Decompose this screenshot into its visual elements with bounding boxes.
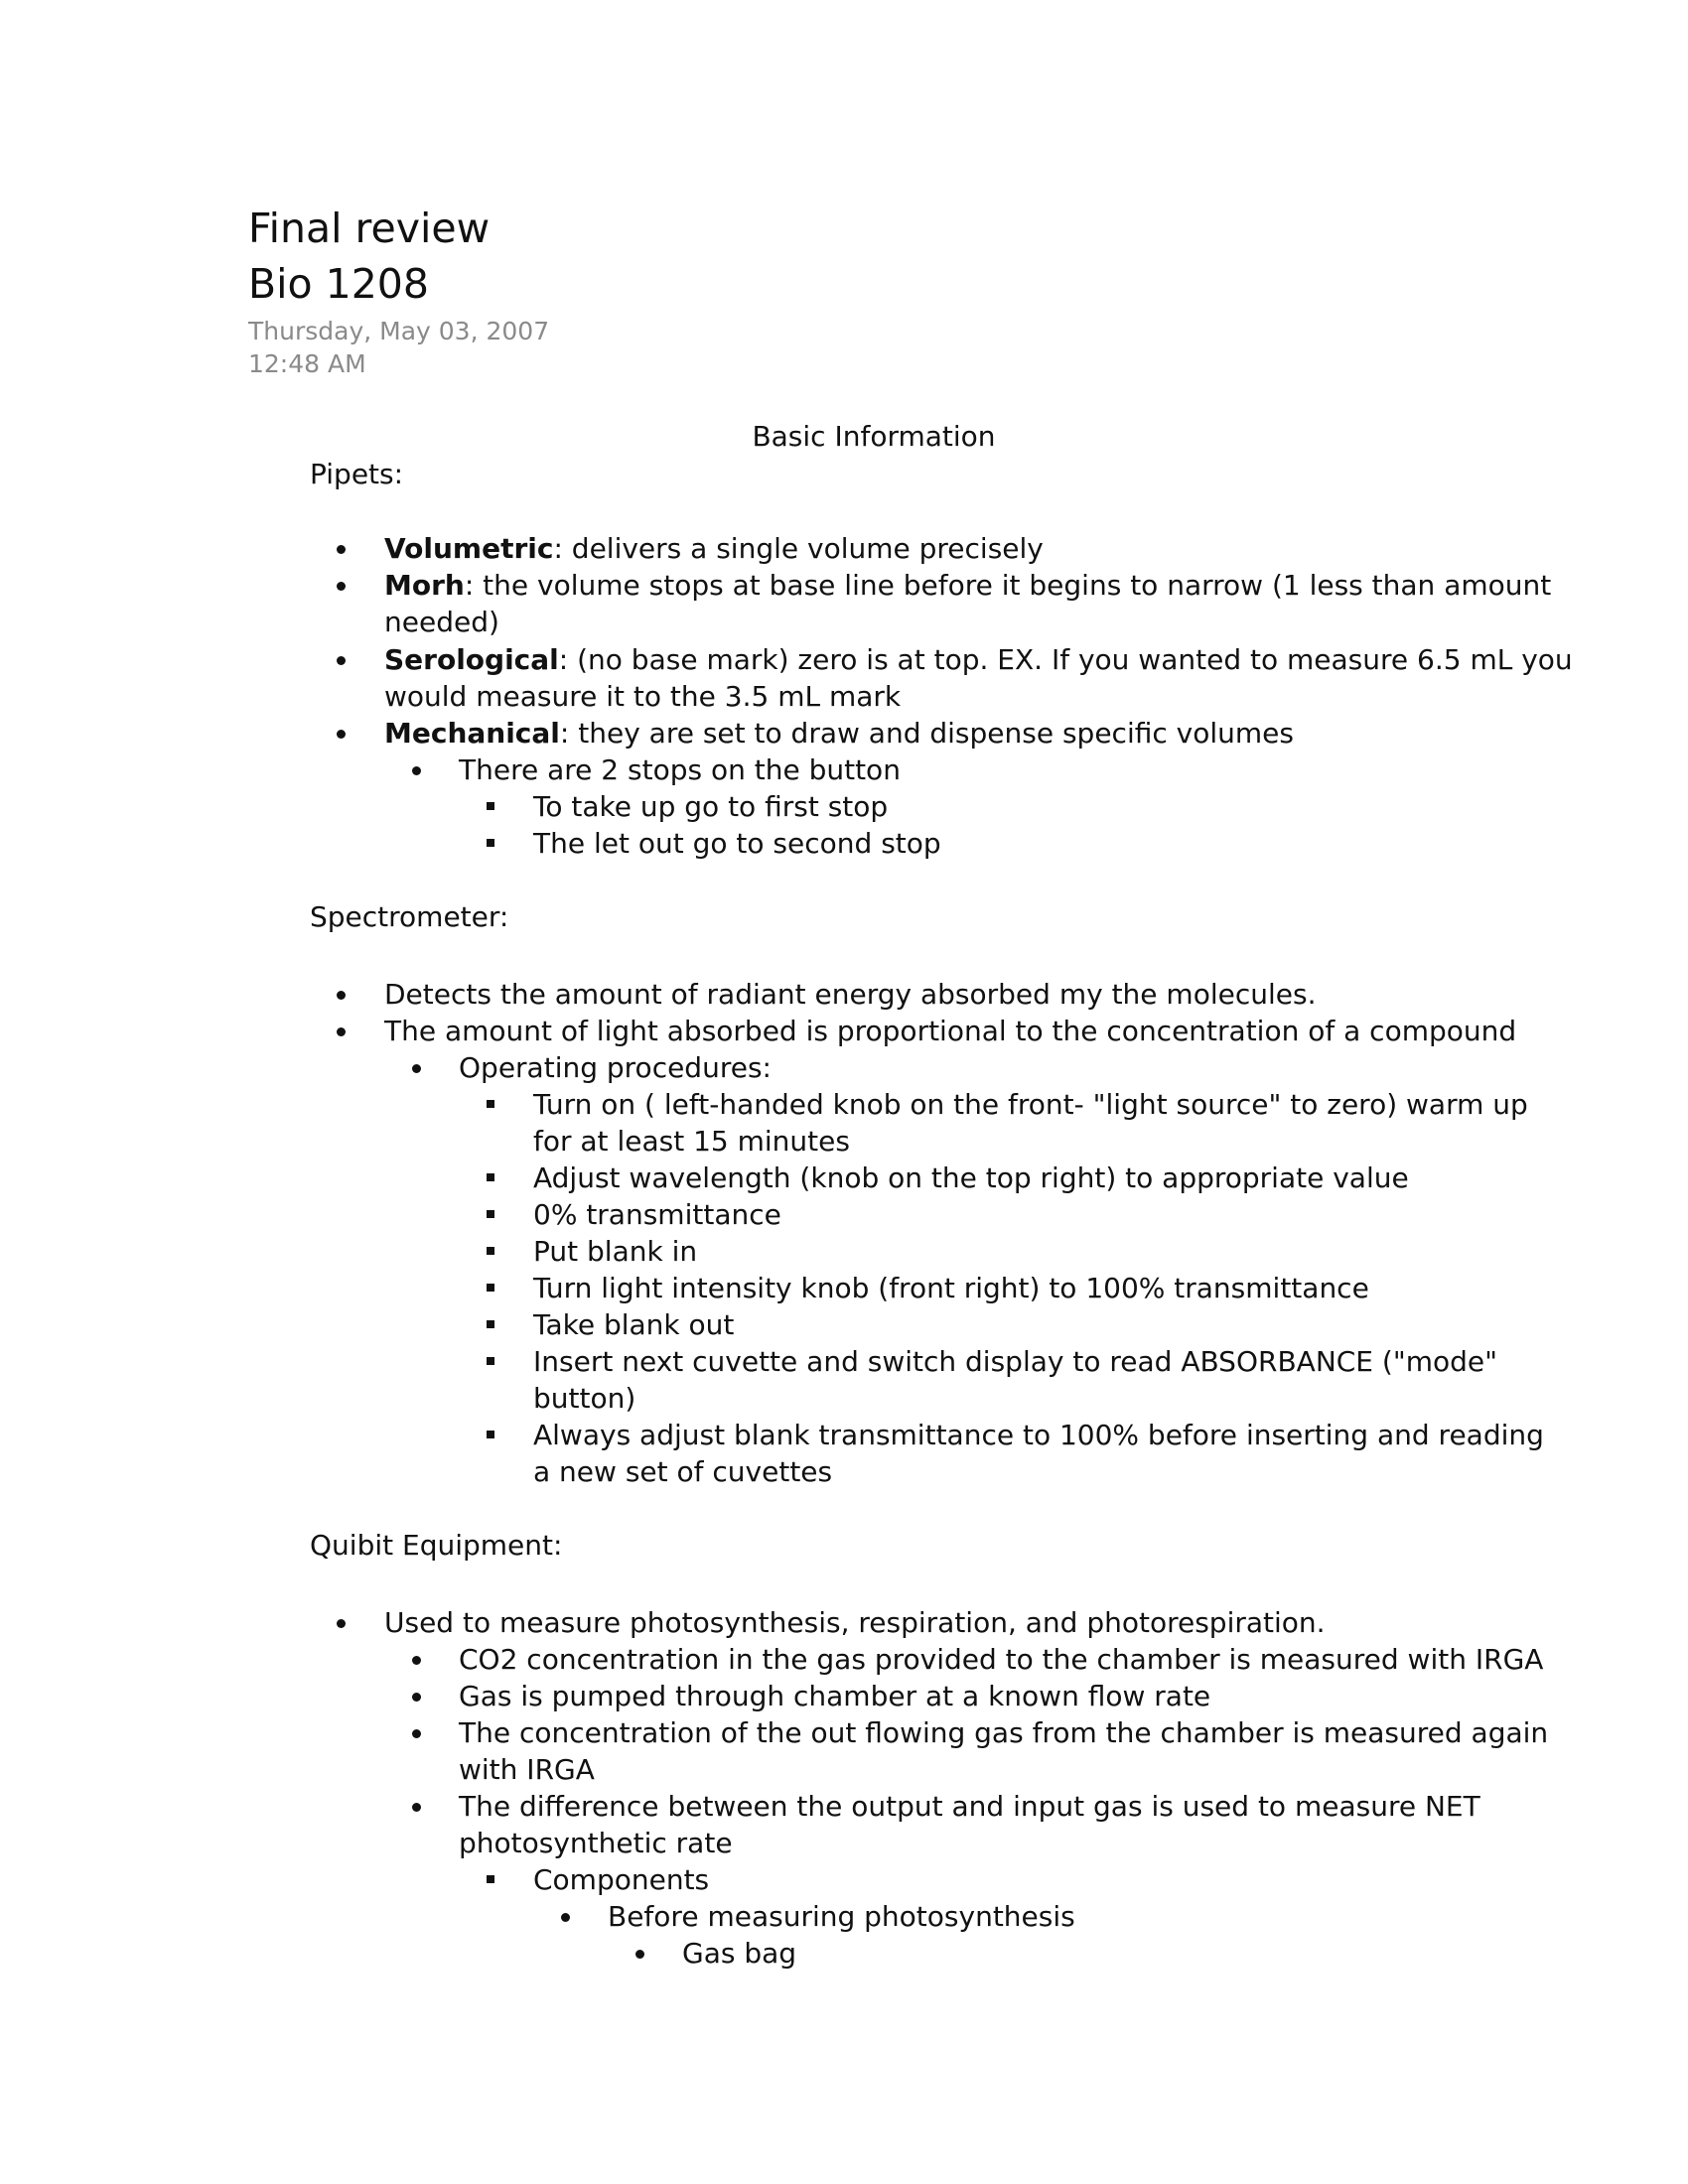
list-item-step-3: 0% transmittance bbox=[533, 1198, 781, 1231]
list-item-step-8-cont: a new set of cuvettes bbox=[533, 1455, 833, 1488]
list-item-quibit-sub-3: The concentration of the out flowing gas from the chamber is measured again bbox=[459, 1716, 1549, 1749]
list-item-stop-1: To take up go to first stop bbox=[533, 790, 889, 823]
bullet-dot bbox=[412, 1693, 421, 1702]
bullet-square bbox=[487, 1173, 494, 1181]
bullet-dot bbox=[412, 1064, 421, 1073]
section-heading: Basic Information bbox=[752, 420, 996, 453]
bullet-square bbox=[487, 1284, 494, 1292]
bullet-dot bbox=[412, 1803, 421, 1812]
list-item-procedures: Operating procedures: bbox=[459, 1051, 772, 1084]
bullet-dot bbox=[412, 766, 421, 775]
page-date: Thursday, May 03, 2007 bbox=[248, 317, 550, 345]
spectrometer-label: Spectrometer: bbox=[310, 900, 509, 933]
bullet-dot bbox=[337, 656, 346, 665]
list-item-quibit-sub-4-cont: photosynthetic rate bbox=[459, 1827, 733, 1859]
list-item-quibit-sub-3-cont: with IRGA bbox=[459, 1753, 595, 1786]
list-item-step-1: Turn on ( left-handed knob on the front- "light source" to zero) warm up bbox=[533, 1088, 1528, 1121]
bullet-dot bbox=[337, 1619, 346, 1628]
bullet-square bbox=[487, 1320, 494, 1328]
bullet-dot bbox=[412, 1656, 421, 1665]
list-item-gas-bag: Gas bag bbox=[682, 1937, 797, 1970]
page-title: Final review bbox=[248, 205, 491, 252]
bullet-dot bbox=[337, 991, 346, 1000]
bullet-dot bbox=[337, 582, 346, 591]
bullet-dot bbox=[635, 1950, 644, 1959]
list-item-stops: There are 2 stops on the button bbox=[459, 753, 901, 786]
page-subtitle: Bio 1208 bbox=[248, 260, 429, 308]
list-item-quibit-sub-4: The difference between the output and input gas is used to measure NET bbox=[459, 1790, 1480, 1823]
bullet-square bbox=[487, 1875, 494, 1883]
list-item-step-7: Insert next cuvette and switch display to read ABSORBANCE ("mode" bbox=[533, 1345, 1497, 1378]
list-item-serological: Serological: (no base mark) zero is at top. EX. If you wanted to measure 6.5 mL you bbox=[384, 643, 1573, 676]
bullet-dot bbox=[337, 545, 346, 554]
page-time: 12:48 AM bbox=[248, 349, 366, 378]
list-item-morh: Morh: the volume stops at base line before it begins to narrow (1 less than amount bbox=[384, 569, 1552, 602]
list-item-step-4: Put blank in bbox=[533, 1235, 698, 1268]
list-item-serological-cont: would measure it to the 3.5 mL mark bbox=[384, 680, 902, 713]
bullet-square bbox=[487, 1357, 494, 1365]
pipets-label: Pipets: bbox=[310, 458, 404, 490]
list-item-quibit-sub-2: Gas is pumped through chamber at a known flow rate bbox=[459, 1680, 1211, 1712]
quibit-label: Quibit Equipment: bbox=[310, 1529, 563, 1562]
list-item-stop-2: The let out go to second stop bbox=[533, 827, 941, 860]
bullet-square bbox=[487, 1247, 494, 1255]
list-item-quibit-1: Used to measure photosynthesis, respiration, and photorespiration. bbox=[384, 1606, 1326, 1639]
list-item-components: Components bbox=[533, 1863, 710, 1896]
bullet-dot bbox=[337, 1027, 346, 1036]
bullet-dot bbox=[561, 1913, 570, 1922]
list-item-spectro-1: Detects the amount of radiant energy absorbed my the molecules. bbox=[384, 978, 1317, 1011]
bullet-square bbox=[487, 1100, 494, 1108]
bullet-square bbox=[487, 1431, 494, 1438]
list-item-before: Before measuring photosynthesis bbox=[608, 1900, 1075, 1933]
list-item-volumetric: Volumetric: delivers a single volume precisely bbox=[384, 532, 1044, 565]
bullet-square bbox=[487, 1210, 494, 1218]
list-item-spectro-2: The amount of light absorbed is proportional to the concentration of a compound bbox=[384, 1015, 1517, 1047]
list-item-step-7-cont: button) bbox=[533, 1382, 636, 1415]
list-item-quibit-sub-1: CO2 concentration in the gas provided to the chamber is measured with IRGA bbox=[459, 1643, 1544, 1676]
list-item-step-1-cont: for at least 15 minutes bbox=[533, 1125, 850, 1158]
list-item-morh-cont: needed) bbox=[384, 606, 499, 638]
list-item-step-5: Turn light intensity knob (front right) to 100% transmittance bbox=[533, 1272, 1369, 1304]
list-item-step-2: Adjust wavelength (knob on the top right) to appropriate value bbox=[533, 1161, 1409, 1194]
bullet-square bbox=[487, 802, 494, 810]
bullet-dot bbox=[412, 1729, 421, 1738]
list-item-step-6: Take blank out bbox=[533, 1308, 735, 1341]
bullet-square bbox=[487, 839, 494, 847]
list-item-step-8: Always adjust blank transmittance to 100% before inserting and reading bbox=[533, 1419, 1544, 1451]
list-item-mechanical: Mechanical: they are set to draw and dispense specific volumes bbox=[384, 717, 1294, 750]
bullet-dot bbox=[337, 730, 346, 739]
